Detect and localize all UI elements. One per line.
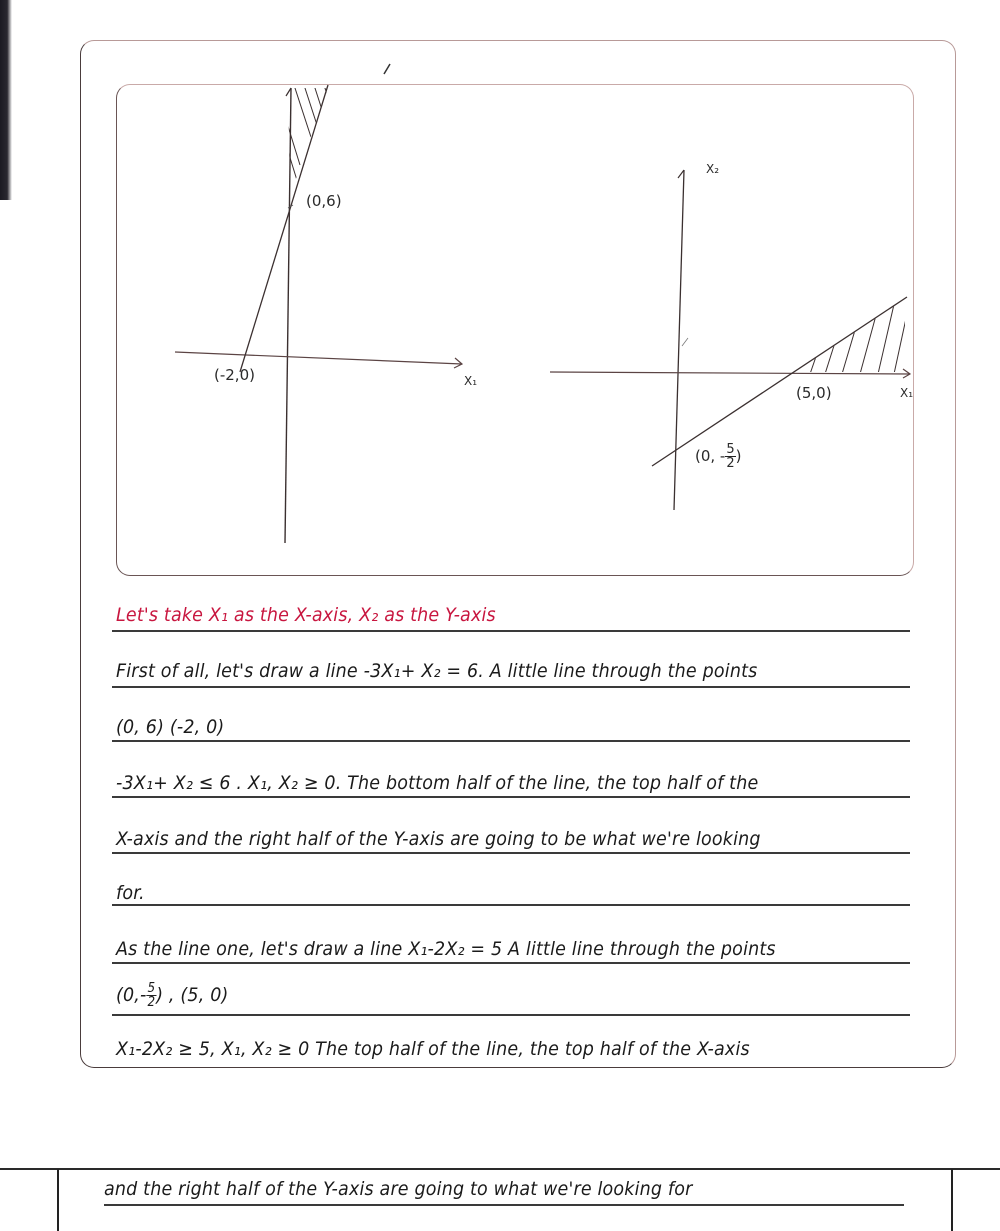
- note-line-8: [116, 982, 229, 1009]
- left-point-x-intercept: (-2,0): [214, 366, 255, 384]
- right-y-axis: [674, 170, 684, 510]
- point-prefix: (0,-: [116, 984, 147, 1006]
- left-x-axis-label: X₁: [464, 374, 478, 388]
- right-point-y-intercept: [695, 443, 742, 470]
- fraction: [147, 982, 157, 1009]
- point-prefix: (0, -: [695, 447, 726, 465]
- ruled-line: [104, 1204, 904, 1206]
- note-line-5: X-axis and the right half of the Y-axis are going to be what we're looking: [116, 828, 761, 850]
- ruled-line: [112, 686, 910, 688]
- point-suffix: ) , (5, 0): [156, 984, 229, 1006]
- page-right-border: [951, 1169, 953, 1231]
- note-line-1: Let's take X₁ as the X-axis, X₂ as the Y-axis: [116, 604, 496, 626]
- right-x-axis: [550, 372, 910, 374]
- note-line-6: for.: [116, 882, 145, 904]
- fraction-numerator: 5: [726, 442, 735, 457]
- ruled-line: [112, 740, 910, 742]
- fraction: [725, 443, 735, 470]
- left-x-axis: [175, 352, 462, 364]
- left-constraint-line: [240, 85, 328, 372]
- note-line-9: X₁-2X₂ ≥ 5, X₁, X₂ ≥ 0 The top half of the line, the top half of the X-axis: [116, 1038, 750, 1060]
- fraction-denominator: 2: [147, 995, 156, 1010]
- point-suffix: ): [735, 447, 742, 465]
- note-line-3: (0, 6) (-2, 0): [116, 716, 225, 738]
- page-left-border: [57, 1169, 59, 1231]
- left-point-y-intercept: (0,6): [306, 192, 342, 210]
- ruled-line: [112, 962, 910, 964]
- left-y-axis: [285, 88, 291, 543]
- fraction-denominator: 2: [726, 456, 735, 471]
- ruled-line: [112, 796, 910, 798]
- note-line-2: First of all, let's draw a line -3X₁+ X₂ = 6. A little line through the points: [116, 660, 758, 682]
- ruled-line: [112, 630, 910, 632]
- ruled-line: [112, 904, 910, 906]
- note-line-7: As the line one, let's draw a line X₁-2X₂ = 5 A little line through the points: [116, 938, 776, 960]
- right-y-axis-label: X₂: [706, 162, 720, 176]
- ruled-line: [112, 852, 910, 854]
- note-line-4: -3X₁+ X₂ ≤ 6 . X₁, X₂ ≥ 0. The bottom half of the line, the top half of the: [116, 772, 759, 794]
- right-constraint-line: [652, 297, 907, 466]
- fraction-numerator: 5: [147, 981, 156, 996]
- left-graph: [175, 85, 462, 543]
- ruled-line: [112, 1014, 910, 1016]
- right-x-axis-label: X₁: [900, 386, 914, 400]
- next-page-strip: [0, 1164, 1000, 1231]
- page-top-border: [0, 1168, 1000, 1170]
- note-line-10: and the right half of the Y-axis are going to what we're looking for: [104, 1178, 693, 1200]
- right-point-x-intercept: (5,0): [796, 384, 832, 402]
- stray-mark: [384, 64, 390, 74]
